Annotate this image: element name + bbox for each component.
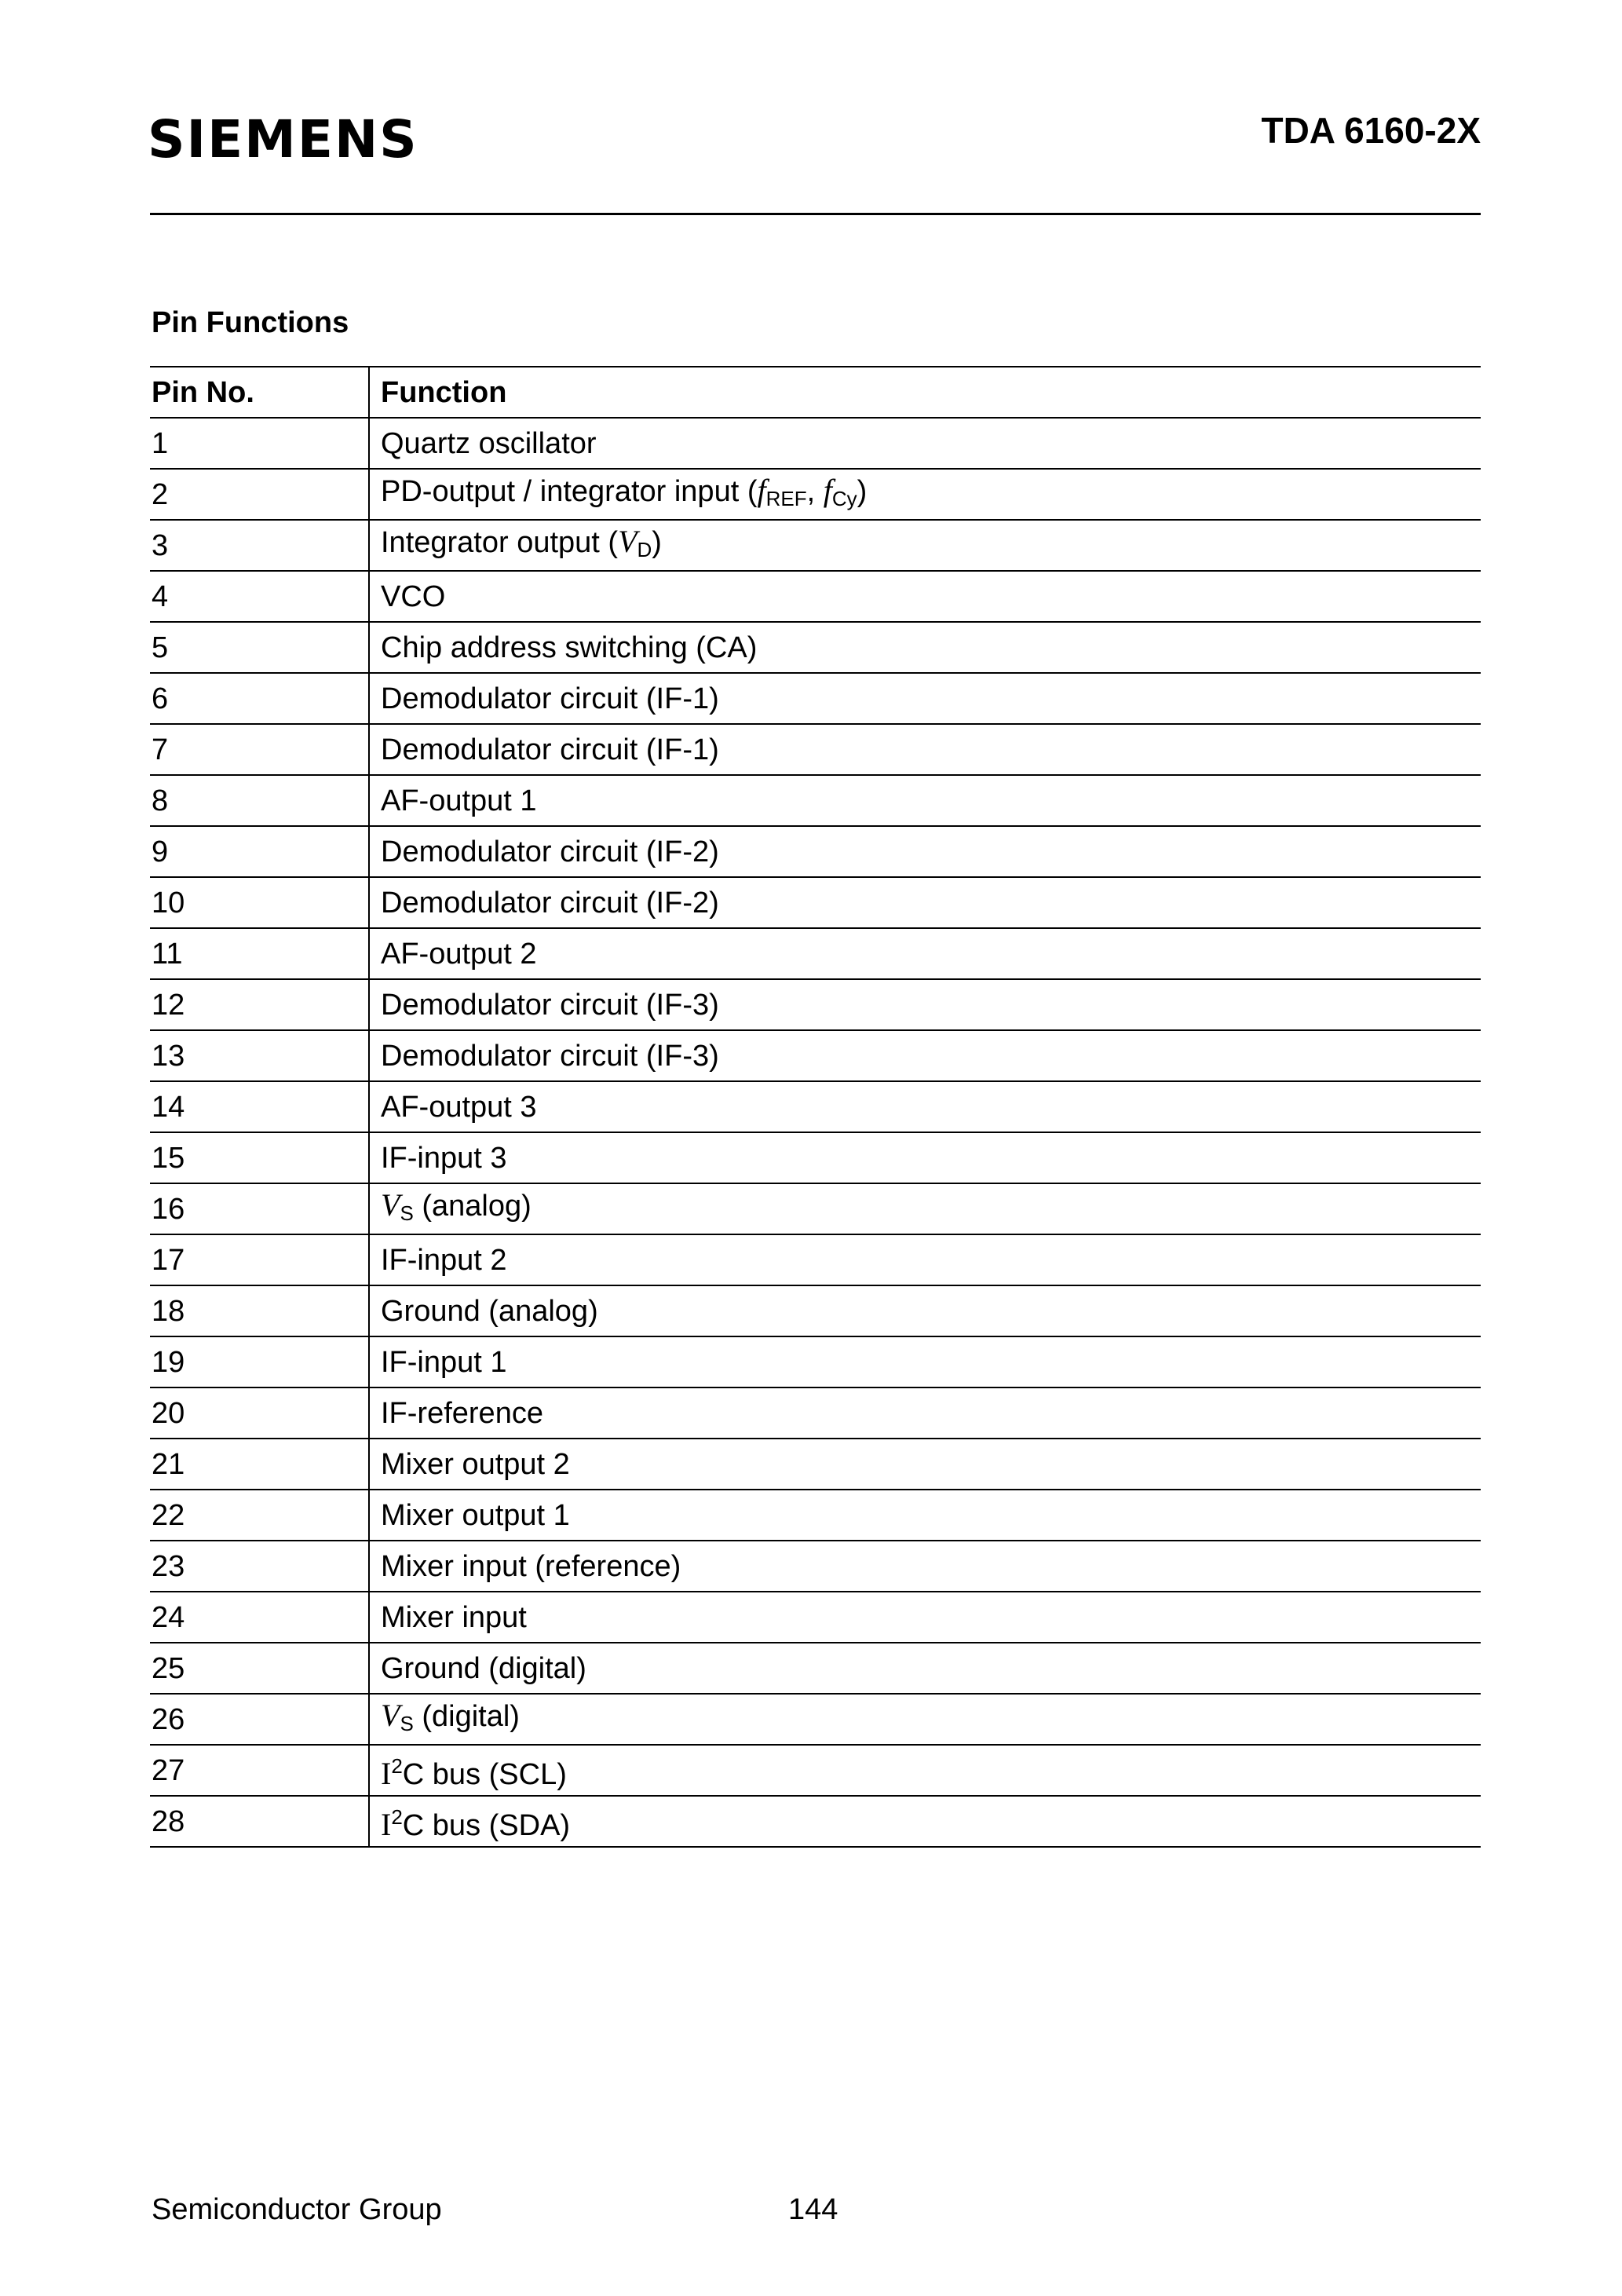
column-header-pin-no: Pin No. [150,367,369,418]
pin-number: 21 [150,1439,369,1490]
function-text: I [381,1756,392,1791]
pin-number: 23 [150,1541,369,1592]
pin-number: 5 [150,622,369,673]
pin-number: 20 [150,1387,369,1439]
pin-number: 17 [150,1234,369,1285]
table-row [150,571,1481,622]
pin-function [369,469,1481,520]
function-text: (analog) [413,1189,532,1223]
subscript: S [400,1711,414,1735]
table-row [150,979,1481,1030]
pin-function: IF-input 3 [369,1132,1481,1183]
table-row [150,418,1481,469]
pin-function: Ground (analog) [369,1285,1481,1336]
function-text: I [381,1807,392,1842]
pin-function [369,1694,1481,1745]
table-row [150,724,1481,775]
pin-number: 3 [150,520,369,571]
pin-function: Demodulator circuit (IF-1) [369,724,1481,775]
table-row [150,1387,1481,1439]
pin-number: 18 [150,1285,369,1336]
pin-function: AF-output 2 [369,928,1481,979]
pin-function: AF-output 1 [369,775,1481,826]
pin-number: 25 [150,1643,369,1694]
table-row [150,469,1481,520]
pin-number: 10 [150,877,369,928]
pin-number: 13 [150,1030,369,1081]
function-text: ) [857,474,868,508]
pin-function: IF-input 1 [369,1336,1481,1387]
pin-number: 16 [150,1183,369,1234]
pin-function: Mixer input (reference) [369,1541,1481,1592]
subscript: S [400,1201,414,1225]
table-row [150,826,1481,877]
section-title: Pin Functions [152,306,349,339]
pin-number: 26 [150,1694,369,1745]
table-row [150,1694,1481,1745]
math-symbol: V [381,1186,400,1223]
superscript: 2 [391,1754,403,1778]
math-symbol: V [381,1697,400,1733]
pin-function: Mixer output 1 [369,1490,1481,1541]
pin-number: 12 [150,979,369,1030]
page-number: 144 [788,2193,838,2226]
function-text: (digital) [413,1699,520,1733]
pin-function: Demodulator circuit (IF-3) [369,979,1481,1030]
pin-function: Demodulator circuit (IF-2) [369,826,1481,877]
pin-function: Mixer output 2 [369,1439,1481,1490]
pin-number: 8 [150,775,369,826]
pin-function: Ground (digital) [369,1643,1481,1694]
table-row [150,520,1481,571]
table-row [150,1541,1481,1592]
table-body [150,418,1481,1847]
table-row [150,1234,1481,1285]
math-symbol: f [823,472,832,508]
column-header-function: Function [369,367,1481,418]
pin-function: Demodulator circuit (IF-2) [369,877,1481,928]
pin-number: 27 [150,1745,369,1796]
pin-number: 28 [150,1796,369,1847]
table-row [150,622,1481,673]
pin-function: IF-input 2 [369,1234,1481,1285]
pin-function: Demodulator circuit (IF-1) [369,673,1481,724]
pin-number: 7 [150,724,369,775]
pin-function [369,520,1481,571]
pin-number: 1 [150,418,369,469]
table-row [150,1183,1481,1234]
pin-function: Quartz oscillator [369,418,1481,469]
table-row [150,1796,1481,1847]
pin-function [369,1183,1481,1234]
function-text: C bus (SCL) [402,1758,567,1791]
function-text: PD-output / integrator input ( [381,474,758,508]
table-row [150,1745,1481,1796]
pin-function [369,1796,1481,1847]
pin-function: Chip address switching (CA) [369,622,1481,673]
function-text: ) [652,525,662,559]
pin-number: 14 [150,1081,369,1132]
table-row [150,775,1481,826]
pin-function: VCO [369,571,1481,622]
document-id: TDA 6160-2X [1261,110,1481,151]
pin-number: 15 [150,1132,369,1183]
table-row [150,1336,1481,1387]
subscript: D [637,537,652,561]
pin-number: 4 [150,571,369,622]
pin-number: 9 [150,826,369,877]
pin-function [369,1745,1481,1796]
function-text: Integrator output ( [381,525,619,559]
table-row [150,1030,1481,1081]
table-row [150,1592,1481,1643]
math-symbol: f [757,472,766,508]
pin-number: 11 [150,928,369,979]
pin-number: 19 [150,1336,369,1387]
table-row [150,1439,1481,1490]
table-header-row [150,367,1481,418]
table-row [150,1643,1481,1694]
pin-number: 22 [150,1490,369,1541]
pin-function: Demodulator circuit (IF-3) [369,1030,1481,1081]
table-row [150,1081,1481,1132]
pin-number: 2 [150,469,369,520]
superscript: 2 [391,1805,403,1829]
pin-function: AF-output 3 [369,1081,1481,1132]
footer-company: Semiconductor Group [152,2193,442,2226]
subscript: Cy [831,486,857,510]
table-row [150,1490,1481,1541]
subscript: REF [765,486,807,510]
function-text: C bus (SDA) [402,1809,571,1842]
pin-function: IF-reference [369,1387,1481,1439]
function-text: , [806,474,824,508]
pin-number: 6 [150,673,369,724]
table-row [150,1132,1481,1183]
table-row [150,928,1481,979]
pin-functions-table [150,366,1481,1848]
math-symbol: V [618,523,637,559]
siemens-logo: SIEMENS [148,109,418,170]
pin-number: 24 [150,1592,369,1643]
table-row [150,877,1481,928]
header-divider [150,213,1481,215]
pin-function: Mixer input [369,1592,1481,1643]
table-row [150,673,1481,724]
table-row [150,1285,1481,1336]
